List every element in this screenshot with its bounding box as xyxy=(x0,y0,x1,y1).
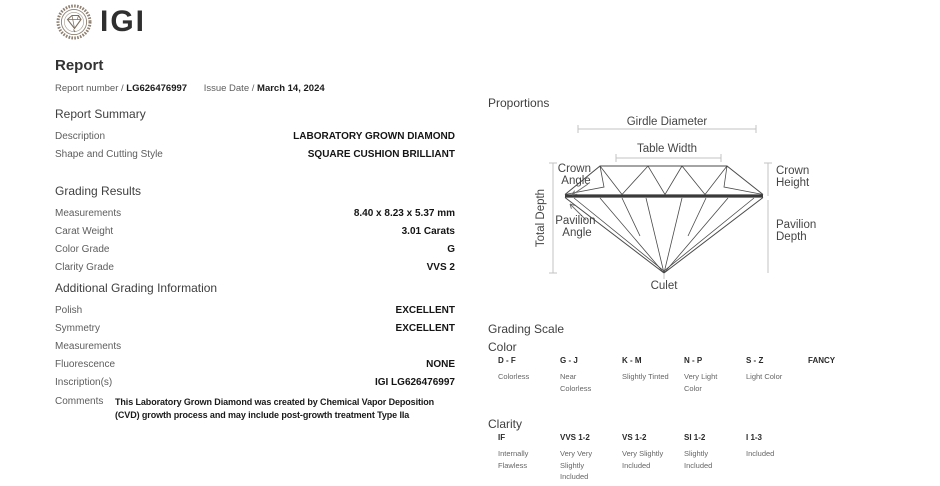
row-label: Fluorescence xyxy=(55,359,116,370)
row-label: Polish xyxy=(55,305,83,316)
clarity-grade-vs: VS 1-2 Very Slightly Included xyxy=(622,433,664,470)
report-meta-line xyxy=(55,83,455,94)
clarity-scale-row xyxy=(498,433,808,483)
report-summary-heading: Report Summary xyxy=(55,107,146,121)
color-scale-row xyxy=(498,356,870,394)
row-value: 3.01 Carats xyxy=(401,226,455,237)
diamond-proportions-diagram xyxy=(488,108,888,308)
grading-scale-heading: Grading Scale xyxy=(488,322,565,336)
culet-label: Culet xyxy=(650,280,678,292)
color-scale-heading: Color xyxy=(488,340,517,354)
row-value: 8.40 x 8.23 x 5.37 mm xyxy=(353,208,455,219)
row-shape-style xyxy=(55,149,455,160)
row-label: Color Grade xyxy=(55,244,110,255)
color-grade-df: D - F Colorless xyxy=(498,356,530,381)
row-clarity-grade xyxy=(55,262,455,273)
row-measurements-2 xyxy=(55,341,455,352)
color-grade-gj: G - J Near Colorless xyxy=(560,356,592,393)
page-title: Report xyxy=(55,57,104,74)
row-comments xyxy=(55,396,455,422)
color-grade-np: N - P Very Light Color xyxy=(684,356,718,393)
additional-grading-heading: Additional Grading Information xyxy=(55,281,218,295)
row-value: EXCELLENT xyxy=(395,305,455,316)
row-inscriptions xyxy=(55,377,455,388)
total-depth-label: Total Depth xyxy=(535,188,547,248)
row-value: IGI LG626476997 xyxy=(374,377,455,388)
row-symmetry xyxy=(55,323,455,334)
igi-seal-icon xyxy=(55,3,93,41)
row-value: EXCELLENT xyxy=(395,323,455,334)
row-description xyxy=(55,131,455,142)
igi-logo xyxy=(55,3,146,41)
row-color-grade xyxy=(55,244,455,255)
report-number-label: Report number / xyxy=(55,83,124,94)
row-value: VVS 2 xyxy=(426,262,455,273)
crown-angle-label: Crown Angle xyxy=(557,163,592,187)
clarity-grade-si: SI 1-2 Slightly Included xyxy=(684,433,713,470)
comments-label: Comments xyxy=(55,396,104,407)
row-carat-weight xyxy=(55,226,455,237)
row-label: Description xyxy=(55,131,106,142)
crown-height-label: Crown Height xyxy=(776,165,810,189)
issue-date-value: March 14, 2024 xyxy=(257,83,325,94)
row-label: Symmetry xyxy=(55,323,100,334)
row-label: Measurements xyxy=(55,208,122,219)
pavilion-angle-label: Pavilion Angle xyxy=(555,215,596,239)
brand-wordmark: IGI xyxy=(100,5,147,38)
report-number-value: LG626476997 xyxy=(126,83,188,94)
row-label: Clarity Grade xyxy=(55,262,114,273)
color-grade-km: K - M Slightly Tinted xyxy=(622,356,669,381)
row-value: G xyxy=(447,244,455,255)
row-polish xyxy=(55,305,455,316)
color-grade-fancy: FANCY xyxy=(808,356,836,365)
pavilion-depth-label: Pavilion Depth xyxy=(776,219,817,243)
grading-results-heading: Grading Results xyxy=(55,184,142,198)
row-value: NONE xyxy=(426,359,455,370)
row-measurements xyxy=(55,208,455,219)
clarity-grade-vvs: VVS 1-2 Very Very Slightly Included xyxy=(560,433,593,481)
report-details-column xyxy=(55,57,455,422)
clarity-grade-if: IF Internally Flawless xyxy=(498,433,529,470)
comments-text: This Laboratory Grown Diamond was created by Chemical Vapor Deposition (CVD) growth process and may include post-growth treatment Type IIa xyxy=(115,397,435,420)
row-label: Carat Weight xyxy=(55,226,114,237)
row-label: Inscription(s) xyxy=(55,377,113,388)
issue-date-label: Issue Date / xyxy=(203,83,255,94)
row-value: SQUARE CUSHION BRILLIANT xyxy=(307,149,455,160)
table-width-label: Table Width xyxy=(636,143,698,155)
girdle-diameter-label: Girdle Diameter xyxy=(626,116,708,128)
row-fluorescence xyxy=(55,359,455,370)
proportions-heading: Proportions xyxy=(488,96,550,110)
clarity-scale-heading: Clarity xyxy=(488,417,523,431)
row-value: LABORATORY GROWN DIAMOND xyxy=(293,131,455,142)
color-grade-sz: S - Z Light Color xyxy=(746,356,783,381)
row-label: Measurements xyxy=(55,341,122,352)
row-label: Shape and Cutting Style xyxy=(55,149,163,160)
clarity-grade-i: I 1-3 Included xyxy=(746,433,775,458)
